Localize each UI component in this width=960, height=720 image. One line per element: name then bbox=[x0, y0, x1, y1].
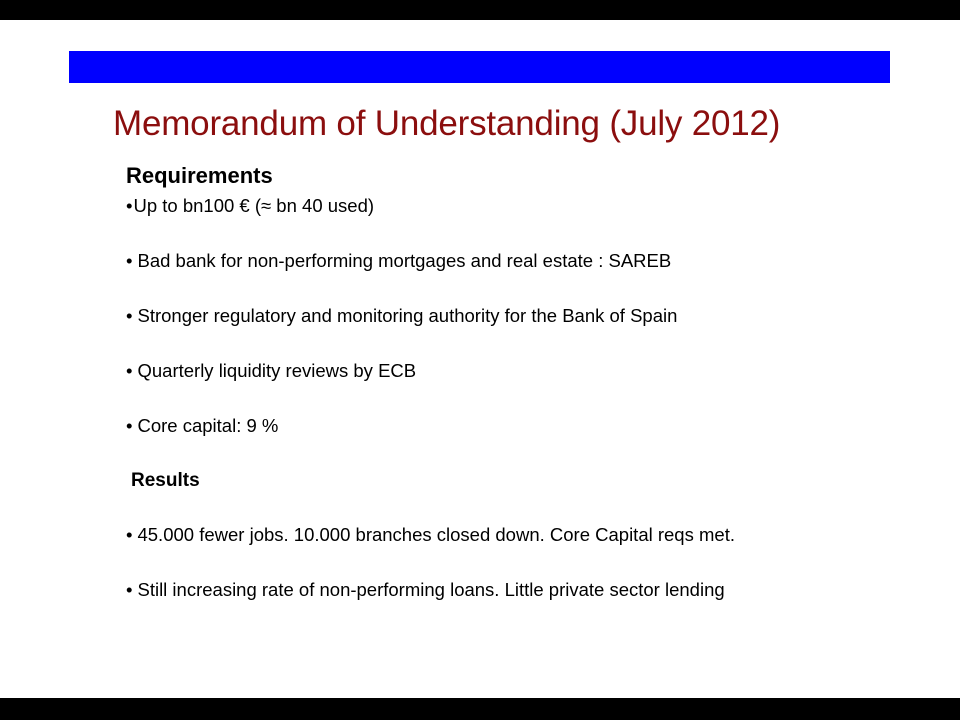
requirement-text: Core capital: 9 % bbox=[137, 415, 279, 436]
requirement-text: Up to bn100 € (≈ bn 40 used) bbox=[133, 195, 375, 216]
requirement-text: Quarterly liquidity reviews by ECB bbox=[137, 360, 417, 381]
requirement-item bbox=[126, 415, 278, 437]
slide-header-bar bbox=[69, 51, 890, 83]
requirement-item bbox=[126, 305, 677, 327]
results-heading: Results bbox=[131, 470, 200, 491]
result-item bbox=[126, 524, 735, 546]
bullet-icon: • bbox=[126, 360, 133, 381]
requirements-heading: Requirements bbox=[126, 163, 273, 188]
slide-title: Memorandum of Understanding (July 2012) bbox=[113, 104, 781, 143]
bullet-icon: • bbox=[126, 250, 133, 271]
result-text: Still increasing rate of non-performing loans. Little private sector lending bbox=[137, 579, 725, 600]
bullet-icon: • bbox=[126, 579, 133, 600]
requirement-text: Stronger regulatory and monitoring authority for the Bank of Spain bbox=[137, 305, 678, 326]
bullet-icon: • bbox=[126, 415, 133, 436]
requirement-item bbox=[126, 250, 671, 272]
requirement-item bbox=[126, 195, 374, 217]
requirement-item bbox=[126, 360, 416, 382]
requirement-text: Bad bank for non-performing mortgages and real estate : SAREB bbox=[137, 250, 672, 271]
bullet-icon: • bbox=[126, 195, 133, 216]
result-text: 45.000 fewer jobs. 10.000 branches closed down. Core Capital reqs met. bbox=[137, 524, 735, 545]
bullet-icon: • bbox=[126, 305, 133, 326]
result-item bbox=[126, 579, 725, 601]
presentation-slide bbox=[0, 20, 960, 698]
bullet-icon: • bbox=[126, 524, 133, 545]
